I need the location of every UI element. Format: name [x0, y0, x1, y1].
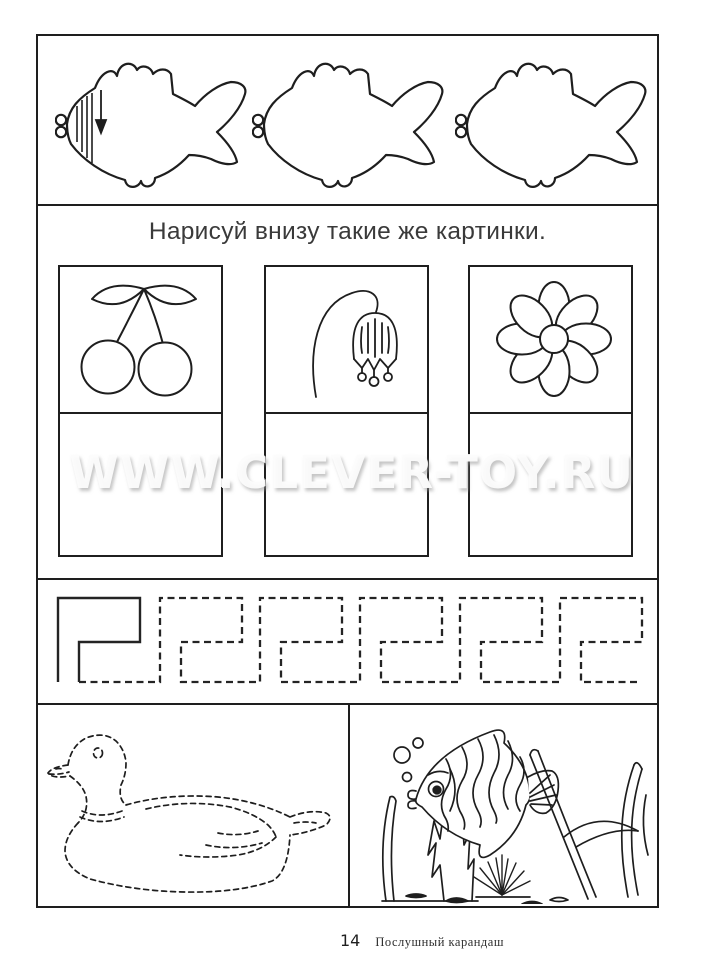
- copy-box-flower: [468, 265, 633, 557]
- duck-dotted-icon: [38, 705, 346, 904]
- drawing-cell-empty: [60, 414, 221, 555]
- book-title: Послушный карандаш: [375, 935, 504, 949]
- angelfish-scene-icon: [350, 705, 657, 904]
- copy-box-bellflower: [264, 265, 429, 557]
- page-footer: [340, 931, 504, 950]
- worksheet-frame: [36, 34, 659, 908]
- instruction-text: Нарисуй внизу такие же картинки.: [148, 218, 547, 245]
- flower-icon: [470, 267, 631, 410]
- fish-hatched-example-icon: [55, 60, 255, 192]
- drawing-cell-empty: [266, 414, 427, 555]
- fish-outline-icon: [455, 60, 655, 192]
- watermark-text: WWW.CLEVER-TOY.RU: [69, 446, 634, 499]
- drawing-cell-empty: [470, 414, 631, 555]
- bellflower-icon: [266, 267, 427, 410]
- meander-solid-example-path: [58, 598, 140, 682]
- meander-pattern-icon: [38, 578, 657, 703]
- copy-box-cherries: [58, 265, 223, 557]
- cherries-icon: [60, 267, 221, 410]
- page-number: 14: [340, 931, 361, 950]
- sample-cell: [266, 267, 427, 414]
- sample-cell: [60, 267, 221, 414]
- meander-dashed-trace-path: [79, 598, 642, 682]
- sample-cell: [470, 267, 631, 414]
- fish-outline-icon: [252, 60, 452, 192]
- section-divider: [38, 204, 657, 206]
